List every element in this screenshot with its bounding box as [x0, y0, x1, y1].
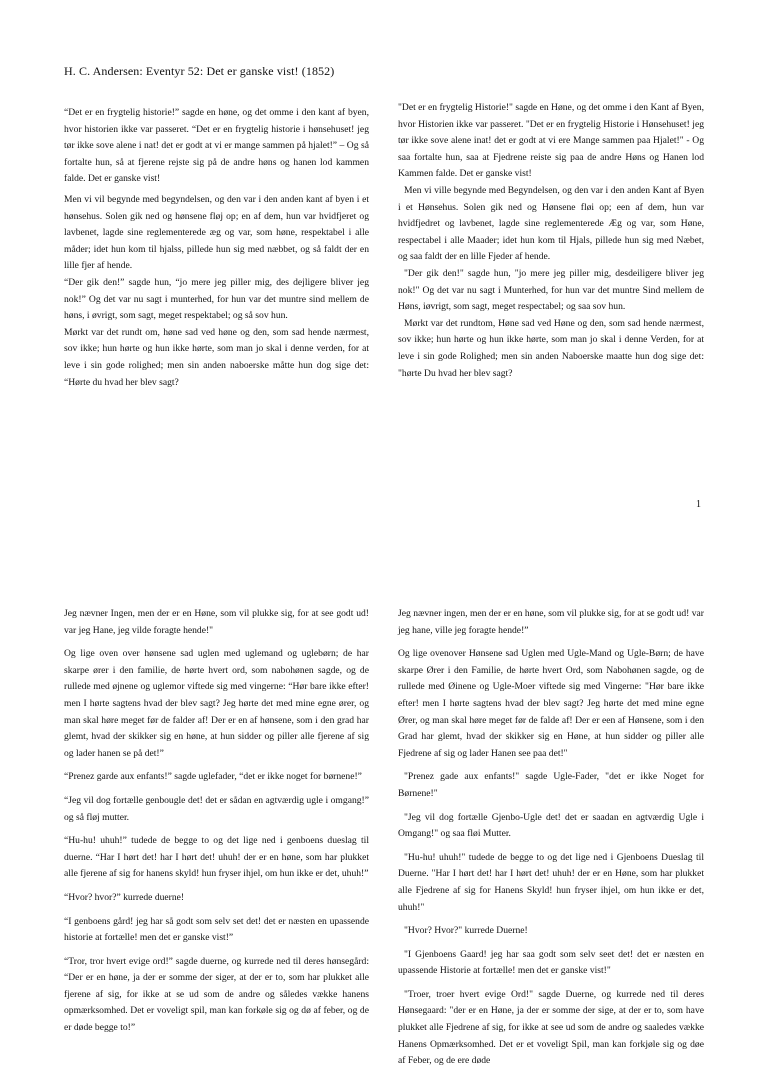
paragraph: Jeg nævner ingen, men der er en høne, som vil plukke sig, for at se godt ud! var jeg hane, ville jeg foragte hende!” [398, 608, 704, 636]
paragraph: "Hvor? Hvor?" kurrede Duerne! [404, 925, 528, 937]
paragraph: Og lige ovenover Hønsene sad Uglen med Ugle-Mand og Ugle-Børn; de have skarpe Ører i den Familie, de hørte hvert Ord, som Nabohønen sagde, og de rullede med Øinene og Ugle-Moer viftede sig med Vingerne: "Hør bare ikke efter! men I hørte sagtens hvad der blev sagt? Jeg hørte det med mine egne Ører, og man skal høre meget før de falde af! Der er een af Hønsene, som i den Grad har glemt, hvad der skikker sig en Høne, at hun sidder og piller alle Fjedrene af sig og lader Hanen see paa det!" [398, 648, 704, 759]
paragraph: “Der gik den!” sagde hun, “jo mere jeg piller mig, des dejligere bliver jeg nok!” Og det var nu sagt i munterhed, for hun var det muntre sind mellem de høns, i øvrigt, som sagt, meget respektabel; og så sov hun. [64, 276, 369, 322]
paragraph: Men vi vil begynde med begyndelsen, og den var i den anden kant af byen i et hønsehus. Solen gik ned og hønsene fløj op; en af dem, hun var hvidfjeret og lavbenet, lagde sine reglementerede æg og var, som høne, respektabel i alle måder; idet hun kom til hjalss, pillede hun sig med næbbet, og så faldt der en lille fjer af hende. [64, 193, 369, 272]
paragraph: Jeg nævner Ingen, men der er en Høne, som vil plukke sig, for at see godt ud! var jeg Hane, jeg vilde foragte hende!" [64, 608, 369, 636]
paragraph: Men vi ville begynde med Begyndelsen, og den var i den anden Kant af Byen i et Hønsehus. Solen gik ned og Hønsene fløi op; een af dem, hun var hvidfjedret og lavbenet, lagde sine reglementerede Æg og var, som Høne, respectabel i alle Maader; idet hun kom til Hjals, pillede hun sig med Næbet, og saa faldt der en lille Fjeder af hende. [398, 184, 704, 263]
paragraph: “Hu-hu! uhuh!” tudede de begge to og det lige ned i genboens dueslag til duerne. “Har I hørt det! har I hørt det! uhuh! der er en høne, som har plukket alle fjerene af sig for hanens skyld! hun fryser ihjel, om hun ikke er det, uhuh!” [64, 835, 369, 880]
original-text-column-bottom [398, 606, 704, 1070]
page-number: 1 [696, 499, 701, 510]
paragraph: Mørkt var det rundtom, Høne sad ved Høne og den, som sad hende nærmest, sov ikke; hun hørte og hun ikke hørte, som man jo skal i denne Verden, for at leve i sin gode Rolighed; men sin anden Naboerske maatte hun dog sige det: "hørte Du hvad her blev sagt? [398, 317, 704, 379]
modern-text-column-bottom [64, 606, 369, 1037]
page-title: H. C. Andersen: Eventyr 52: Det er ganske vist! (1852) [64, 64, 335, 78]
paragraph: "I Gjenboens Gaard! jeg har saa godt som selv seet det! det er næsten en upassende Historie at fortælle! men det er ganske vist!" [398, 948, 704, 977]
modern-text-column-top [64, 105, 369, 391]
paragraph: “Det er en frygtelig historie!” sagde en høne, og det omme i den kant af byen, hvor historien ikke var passeret. “Det er en frygtelig historie i hønsehuset! jeg tør ikke sove alene i nat! det er godt at vi er mange sammen på hjalet!” – Og så fortalte hun, så at fjerene rejste sig på de andre høns og hanen lod kammen falde. Det er ganske vist! [64, 107, 369, 185]
paragraph: "Der gik den!" sagde hun, "jo mere jeg piller mig, desdeiligere bliver jeg nok!" Og det var nu sagt i Munterhed, for hun var det muntre Sind mellem de Høns, iøvrigt, som sagt, meget respectabel; og saa sov hun. [398, 267, 704, 313]
paragraph: "Prenez gade aux enfants!" sagde Ugle-Fader, "det er ikke Noget for Børnene!" [398, 771, 704, 799]
original-text-column-top [398, 100, 704, 382]
paragraph: "Jeg vil dog fortælle Gjenbo-Ugle det! det er saadan en agtværdig Ugle i Omgang!" og saa fløi Mutter. [398, 811, 704, 840]
paragraph: “Jeg vil dog fortælle genbougle det! det er sådan en agtværdig ugle i omgang!” og så fløj mutter. [64, 794, 369, 823]
paragraph: “Prenez garde aux enfants!” sagde uglefader, “det er ikke noget for børnene!” [64, 771, 362, 783]
paragraph: “Hvor? hvor?” kurrede duerne! [64, 891, 185, 903]
paragraph: Mørkt var det rundt om, høne sad ved høne og den, som sad hende nærmest, sov ikke; hun hørte og hun ikke hørte, som man jo skal i denne verden, for at leve i sin gode rolighed; men sin anden naboerske måtte hun dog sige det: “Hørte du hvad her blev sagt? [64, 326, 369, 388]
paragraph: “Tror, tror hvert evige ord!” sagde duerne, og kurrede ned til deres hønsegård: “Der er en høne, ja der er somme der siger, at der er to, som har plukket alle fjerene af sig, for ikke at se ud som de andre og således vække hanens opmærksomhed. Det er voveligt spil, man kan forkøle sig og dø af feber, og de er døde begge to!” [64, 955, 369, 1034]
paragraph: Og lige oven over hønsene sad uglen med uglemand og uglebørn; de har skarpe ører i den familie, de hørte hvert ord, som nabohønen sagde, og de rullede med øjnene og uglemor viftede sig med vingerne: “Hør bare ikke efter! men I hørte sagtens hvad der blev sagt? Jeg hørte det med mine egne ører, og man skal høre meget før de falder af! Der er en af hønsene, som i den grad har glemt, hvad der skikker sig en høne, at hun sidder og piller alle fjerene af sig og lader hanen se på det!” [64, 648, 369, 759]
paragraph: "Troer, troer hvert evige Ord!" sagde Duerne, og kurrede ned til deres Hønsegaard: "der er en Høne, ja der er somme der sige, at der er to, som have plukket alle Fjedrene af sig, for ikke at see ud som de andre og saaledes vække Hanens Opmærksomhed. Det er et voveligt Spil, man kan forkjøle sig og døe af Feber, og de ere døde [398, 988, 704, 1067]
paragraph: "Hu-hu! uhuh!" tudede de begge to og det lige ned i Gjenboens Dueslag til Duerne. "Har I hørt det! har I hørt det! uhuh! der er en Høne, som har plukket alle Fjedrene af sig for Hanens Skyld! hun fryser ihjel, om hun ikke er det, uhuh!" [398, 851, 704, 913]
paragraph: “I genboens gård! jeg har så godt som selv set det! det er næsten en upassende historie at fortælle! men det er ganske vist!” [64, 915, 369, 944]
paragraph: "Det er en frygtelig Historie!" sagde en Høne, og det omme i den Kant af Byen, hvor Historien ikke var passeret. "Det er en frygtelig Historie i Hønsehuset! jeg tør ikke sove alene inat! det er godt at vi ere Mange sammen paa Hjalet!" - Og saa fortalte hun, saa at Fjedrene reiste sig paa de andre Høns og Hanen lod Kammen falde. Det er ganske vist! [398, 102, 704, 180]
